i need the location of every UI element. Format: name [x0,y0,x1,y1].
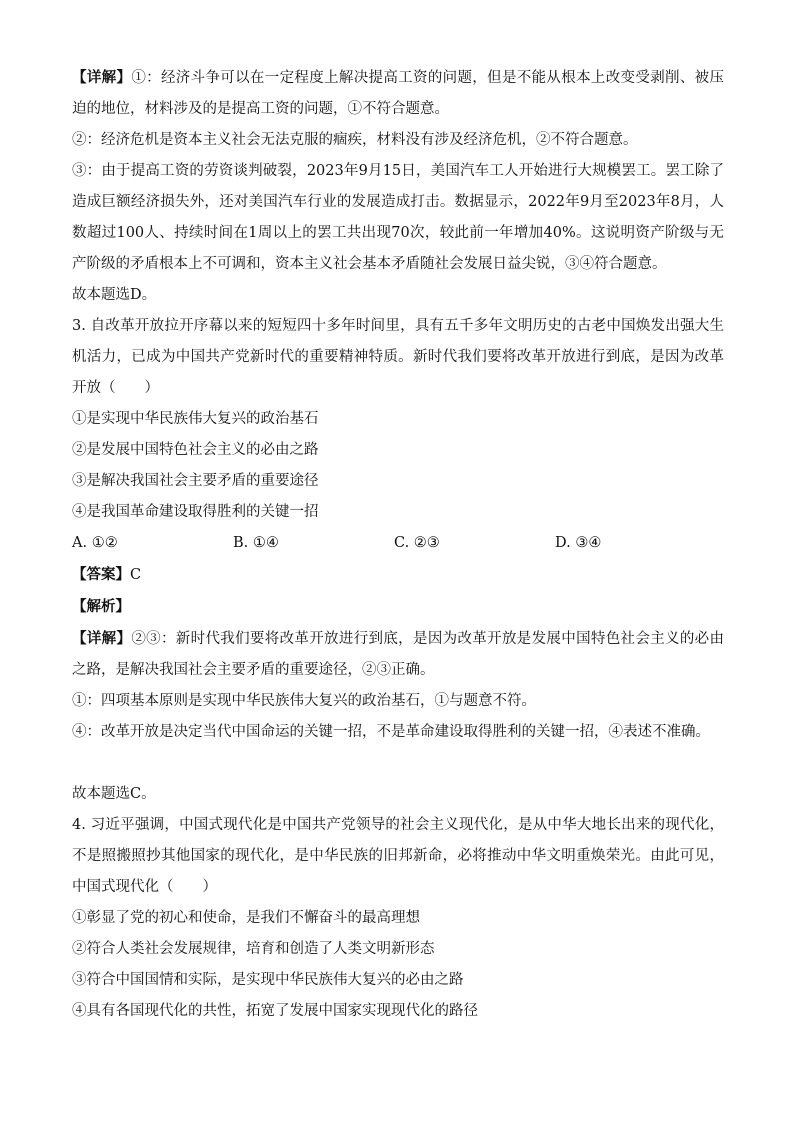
q3-item-3: ③是解决我国社会主要矛盾的重要途径 [72,473,319,489]
detail-text: ①：经济斗争可以在一定程度上解决提高工资的问题，但是不能从根本上改变受剥削、被压迫的地位，材料涉及的是提高工资的问题，①不符合题意。 [72,70,725,117]
document-content [72,62,724,1027]
q3-item-2: ②是发展中国特色社会主义的必由之路 [72,442,319,458]
q3-analysis [72,591,724,623]
q3-detail-2: ①：四项基本原则是实现中华民族伟大复兴的政治基石，①与题意不符。 [72,693,536,709]
spacer [72,748,724,779]
analysis-tag: 【解析】 [72,598,130,615]
answer-tag: 【答案】 [72,566,130,583]
q4-item-4: ④具有各国现代化的共性，拓宽了发展中国家实现现代化的路径 [72,1003,478,1019]
q3-option-a: A. ①② [72,535,118,551]
q3-answer [72,559,724,591]
q3-option-c: C. ②③ [394,535,440,551]
q2-detail-2: ②：经济危机是资本主义社会无法克服的痼疾，材料没有涉及经济危机，②不符合题意。 [72,132,638,148]
detail-tag: 【详解】 [72,69,132,86]
q3-detail-3: ④：改革开放是决定当代中国命运的关键一招，不是革命建设取得胜利的关键一招，④表述不准确。 [72,724,710,740]
q2-detail-1 [72,62,724,125]
answer-value: C [130,567,142,583]
q3-item-1: ①是实现中华民族伟大复兴的政治基石 [72,411,319,427]
q2-conclusion: 故本题选D。 [72,287,157,303]
detail-text: ②③：新时代我们要将改革开放进行到底，是因为改革开放是发展中国特色社会主义的必由之路，是解决我国社会主要矛盾的重要途径，②③正确。 [72,631,725,678]
q4-item-3: ③符合中国国情和实际，是实现中华民族伟大复兴的必由之路 [72,972,464,988]
q3-item-4: ④是我国革命建设取得胜利的关键一招 [72,504,319,520]
q4-item-1: ①彰显了党的初心和使命，是我们不懈奋斗的最高理想 [72,910,420,926]
q3-option-b: B. ①④ [233,535,279,551]
q4-item-2: ②符合人类社会发展规律，培育和创造了人类文明新形态 [72,941,435,957]
q3-option-d: D. ③④ [555,535,602,551]
q3-conclusion: 故本题选C。 [72,786,156,802]
q3-options [72,528,724,559]
detail-tag: 【详解】 [72,630,132,647]
q4-stem: 4. 习近平强调，中国式现代化是中国共产党领导的社会主义现代化，是从中华大地长出来的现代化，不是照搬照抄其他国家的现代化，是中华民族的旧邦新命，必将推动中华文明重焕荣光。由此可见，中国式现代化（ ） [72,817,724,895]
q3-stem: 3. 自改革开放拉开序幕以来的短短四十多年时间里，具有五千多年文明历史的古老中国焕发出强大生机活力，已成为中国共产党新时代的重要精神特质。新时代我们要将改革开放进行到底，是因为改革开放（ ） [72,318,724,396]
q3-detail-1 [72,623,724,686]
q2-detail-3: ③：由于提高工资的劳资谈判破裂，2023年9月15日，美国汽车工人开始进行大规模罢工。罢工除了造成巨额经济损失外，还对美国汽车行业的发展造成打击。数据显示，2022年9月至2023年8月，人数超过100人、持续时间在1周以上的罢工共出现70次，较此前一年增加40%。这说明资产阶级与无产阶级的矛盾根本上不可调和，资本主义社会基本矛盾随社会发展日益尖锐，③④符合题意。 [72,163,724,272]
